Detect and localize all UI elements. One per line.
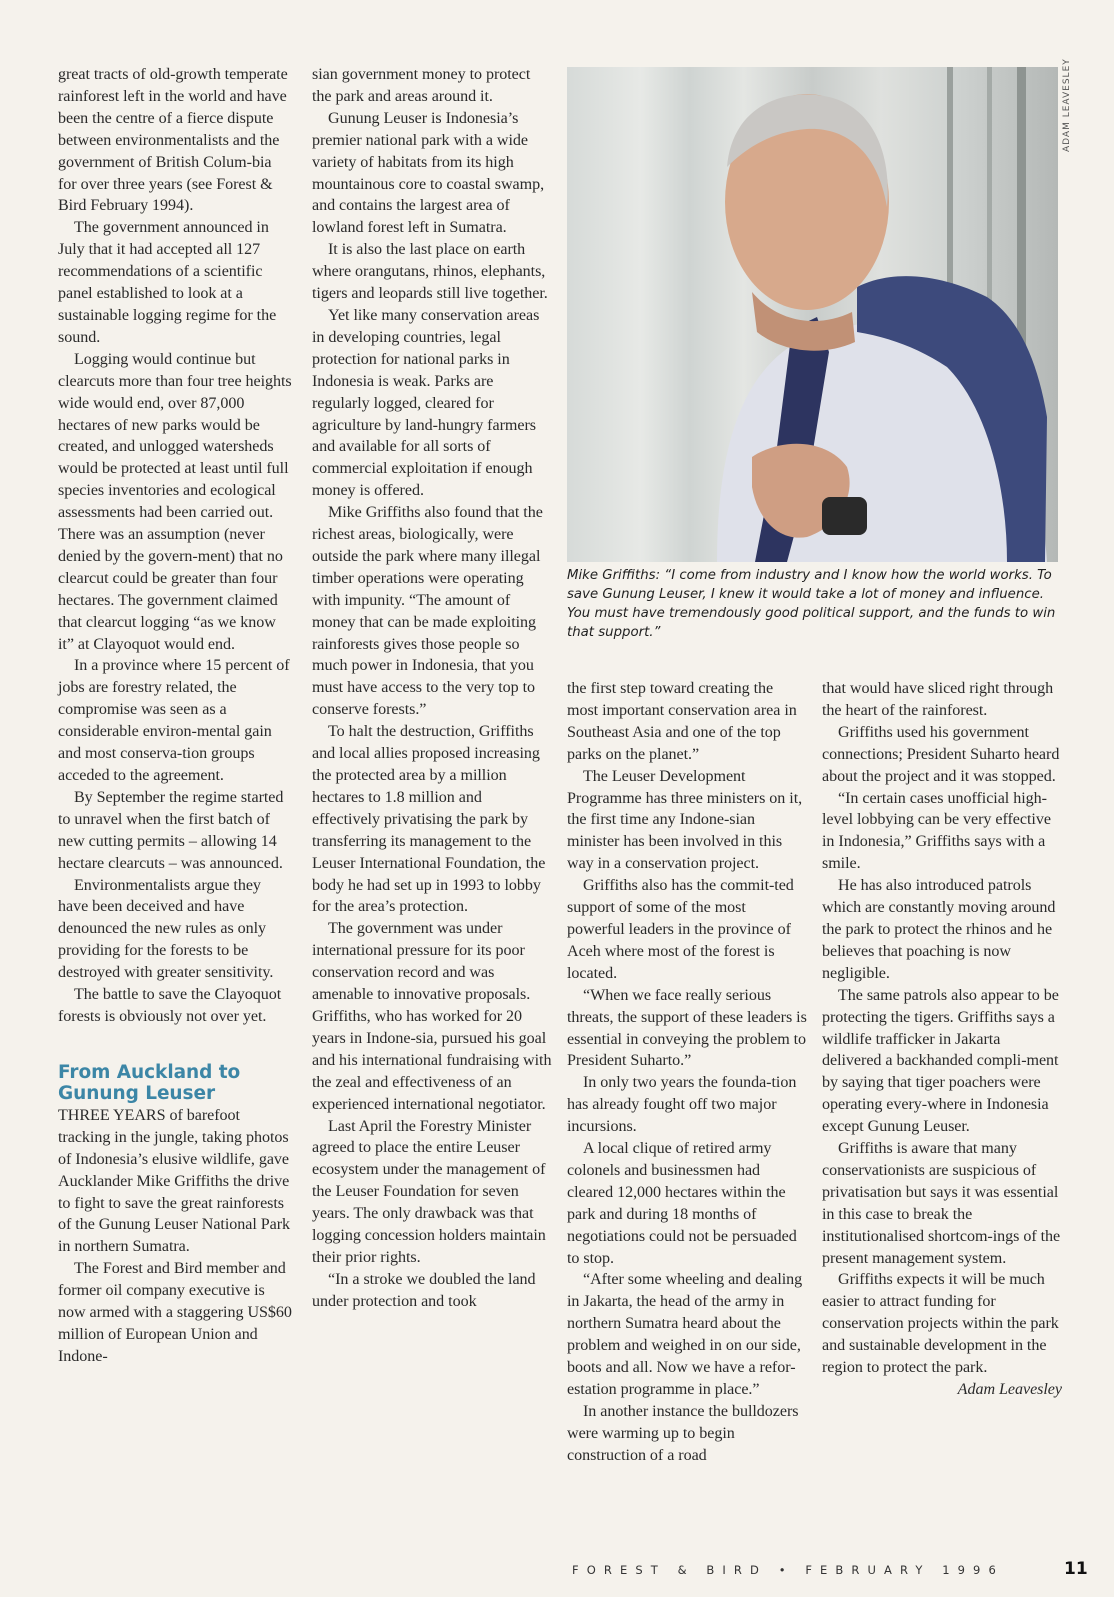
author-byline: Adam Leavesley [957, 1381, 1062, 1398]
paragraph: He has also introduced patrols which are constantly moving around the park to protect the rhinos and he believes that poaching is now negligible. [822, 877, 1056, 982]
portrait-photo [567, 67, 1058, 562]
paragraph: The government was under international pressure for its poor conservation record and was amenable to innovative proposals. Griffiths, who has worked for 20 years in Indone-sia, pursued his goal and his international fundraising with the zeal and effectiveness of an experienced international negotiator. [312, 920, 552, 1113]
article-column-3 [567, 678, 807, 1467]
paragraph: In only two years the founda-tion has already fought off two major incursions. [567, 1074, 797, 1136]
paragraph: To halt the destruction, Griffiths and local allies proposed increasing the protected area by a million hectares to 1.8 million and effectively privatising the park by transferring its management to the Leuser International Foundation, the body he had set up in 1993 to lobby for the area’s protection. [312, 723, 546, 916]
paragraph: Griffiths is aware that many conservationists are suspicious of privatisation but says it was essential in this case to break the institutionalised shortcom-ings of the present management system. [822, 1140, 1061, 1267]
paragraph: Griffiths expects it will be much easier to attract funding for conservation projects within the park and sustainable development in the region to protect the park. [822, 1271, 1059, 1377]
paragraph: “In certain cases unofficial high-level lobbying can be very effective in Indonesia,” Griffiths says with a smile. [822, 789, 1051, 873]
article-column-1 [58, 64, 293, 1368]
paragraph: that would have sliced right through the heart of the rainforest. [822, 680, 1054, 719]
paragraph: “When we face really serious threats, the support of these leaders is essential in conveying the problem to President Suharto.” [567, 986, 807, 1070]
paragraph: Yet like many conservation areas in developing countries, legal protection for national parks in Indonesia is weak. Parks are regularly logged, cleared for agriculture by land-hungry farmers and available for all sorts of commercial exploitation if enough money is offered. [312, 306, 540, 500]
paragraph: It is also the last place on earth where orangutans, rhinos, elephants, tigers and leopards still live together. [312, 241, 548, 303]
paragraph: Griffiths also has the commit-ted support of some of the most powerful leaders in the province of Aceh where most of the forest is located. [567, 877, 794, 982]
paragraph: “In a stroke we doubled the land under protection and took [312, 1270, 536, 1310]
page-number: 11 [1064, 1559, 1088, 1579]
portrait-illustration [567, 67, 1058, 562]
paragraph: “After some wheeling and dealing in Jakarta, the head of the army in northern Sumatra heard about the problem and weighed in on our side, boots and all. Now we have a refor-estation programme in place.” [567, 1271, 803, 1398]
section-heading: From Auckland to Gunung Leuser [58, 1061, 241, 1104]
paragraph: The battle to save the Clayoquot forests is obviously not over yet. [58, 986, 282, 1025]
paragraph: By September the regime started to unravel when the first batch of new cutting permits – allowing 14 hectare clearcuts – was announced. [58, 788, 284, 872]
paragraph: The government announced in July that it had accepted all 127 recommendations of a scientific panel established to look at a sustainable logging regime for the sound. [58, 219, 277, 346]
paragraph: Logging would continue but clearcuts more than four tree heights wide would end, over 87,000 hectares of new parks would be created, and unlogged watersheds would be protected at least until full species inventories and ecological assessments had been carried out. There was an assumption (never denied by the govern-ment) that no clearcut could be greater than four hectares. The government claimed that clearcut logging “as we know it” at Clayoquot would end. [58, 350, 292, 653]
paragraph: Environmentalists argue they have been deceived and have denounced the new rules as only providing for the forests to be destroyed with greater sensitivity. [58, 876, 274, 982]
article-column-2 [312, 64, 552, 1313]
paragraph: In another instance the bulldozers were warming up to begin construction of a road [567, 1402, 799, 1464]
paragraph: The same patrols also appear to be protecting the tigers. Griffiths says a wildlife trafficker in Jakarta delivered a backhanded compli-ment by saying that tiger poachers were operating every-where in Indonesia except Gunung Leuser. [822, 986, 1059, 1136]
paragraph: Mike Griffiths also found that the richest areas, biologically, were outside the park where many illegal timber operations were operating with impunity. “The amount of money that can be made exploiting rainforests gives those people so much power in Indonesia, that you must have access to the very top to conserve forests.” [312, 504, 543, 719]
photo-caption: Mike Griffiths: “I come from industry and I know how the world works. To save Gunung Leuser, I knew it would take a lot of money and influence. You must have tremendously good political support, and the funds to win that support.” [567, 568, 1056, 640]
paragraph: THREE YEARS of barefoot tracking in the jungle, taking photos of Indonesia’s elusive wildlife, gave Aucklander Mike Griffiths the drive to fight to save the great rainforests of the Gunung Leuser National Park in northern Sumatra. [58, 1106, 291, 1256]
paragraph: sian government money to protect the park and areas around it. [312, 66, 531, 105]
article-column-4 [822, 678, 1062, 1401]
paragraph: Gunung Leuser is Indonesia’s premier national park with a wide variety of habitats from its high mountainous core to coastal swamp, and contains the largest area of lowland forest left in Sumatra. [312, 109, 545, 237]
running-footer: FOREST & BIRD • FEBRUARY 1996 [572, 1563, 1004, 1577]
paragraph: Last April the Forestry Minister agreed to place the entire Leuser ecosystem under the management of the Leuser Foundation for seven years. The only drawback was that logging concession holders maintain their prior rights. [312, 1117, 546, 1266]
paragraph: great tracts of old-growth temperate rainforest left in the world and have been the centre of a fierce dispute between environmentalists and the government of British Colum-bia for over three years (see Forest & Bird February 1994). [58, 66, 288, 215]
paragraph: In a province where 15 percent of jobs are forestry related, the compromise was seen as a considerable environ-mental gain and most conserva-tion groups acceded to the agreement. [58, 657, 290, 784]
paragraph: the first step toward creating the most important conservation area in Southeast Asia and one of the top parks on the planet.” [567, 680, 797, 763]
paragraph: The Leuser Development Programme has three ministers on it, the first time any Indone-sian minister has been involved in this way in a conservation project. [567, 767, 803, 873]
paragraph: A local clique of retired army colonels and businessmen had cleared 12,000 hectares within the park and during 18 months of negotiations could not be persuaded to stop. [567, 1140, 797, 1267]
photo-credit: ADAM LEAVESLEY [1062, 58, 1072, 152]
paragraph: The Forest and Bird member and former oil company executive is now armed with a staggering US$60 million of European Union and Indone- [58, 1260, 292, 1365]
paragraph: Griffiths used his government connections; President Suharto heard about the project and it was stopped. [822, 723, 1060, 785]
